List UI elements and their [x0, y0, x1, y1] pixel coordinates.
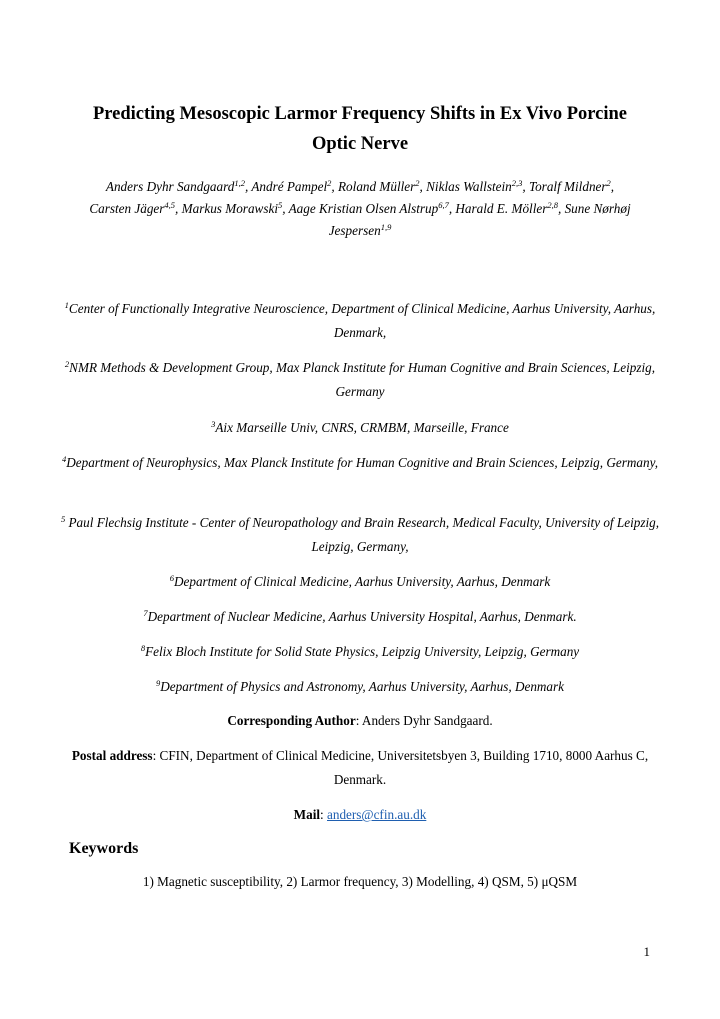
- corresponding-author-value: : Anders Dyhr Sandgaard.: [355, 713, 493, 728]
- author: Sune Nørhøj Jespersen$^{1,9}$: [328, 201, 631, 238]
- affiliation-1: $^1$Center of Functionally Integrative Neuroscience, Department of Clinical Medicine, Aarhus University, Aarhus, Denmark,: [64, 300, 656, 340]
- author: Roland Müller$^2$,: [338, 178, 427, 194]
- author: Markus Morawski$^5$,: [181, 200, 289, 216]
- affiliation-3: $^3$Aix Marseille Univ, CNRS, CRMBM, Marseille, France: [211, 419, 509, 435]
- paper-title: [60, 99, 660, 159]
- keywords-heading: Keywords: [69, 840, 139, 857]
- corresponding-author: [60, 709, 660, 733]
- author: Harald E. Möller$^{2,8}$,: [455, 200, 565, 216]
- author: Anders Dyhr Sandgaard$^{1,2}$,: [105, 178, 252, 194]
- author: Carsten Jäger$^{4,5}$,: [89, 200, 182, 216]
- postal-address-label: Postal address: [71, 748, 153, 763]
- author-list: [60, 176, 660, 242]
- mail-link[interactable]: anders@cfin.au.dk: [327, 807, 427, 822]
- postal-address: [60, 744, 660, 792]
- author: Niklas Wallstein$^{2,3}$,: [426, 178, 529, 194]
- corresponding-author-label: Corresponding Author: [227, 713, 356, 728]
- mail-line: Mail: anders@cfin.au.dk: [293, 807, 427, 822]
- affiliation-2: $^2$NMR Methods & Development Group, Max Planck Institute for Human Cognitive and Brain Sciences, Leipzig, Germany: [64, 359, 656, 399]
- title-line-2: Optic Nerve: [311, 134, 409, 154]
- affiliation-7: $^7$Department of Nuclear Medicine, Aarhus University Hospital, Aarhus, Denmark.: [143, 608, 577, 624]
- author: Toralf Mildner$^2$,: [528, 178, 615, 194]
- affiliation-8: $^8$Felix Bloch Institute for Solid State Physics, Leipzig University, Leipzig, Germany: [140, 643, 580, 659]
- postal-address-value: : CFIN, Department of Clinical Medicine, Universitetsbyen 3, Building 1710, 8000 Aarhus C, Denmark.: [152, 748, 649, 787]
- author: André Pampel$^2$,: [251, 178, 338, 194]
- mail-label: Mail: [293, 807, 321, 822]
- affiliation-5: $^5$ Paul Flechsig Institute - Center of Neuropathology and Brain Research, Medical Faculty, University of Leipzig, Leipzig, Germany,: [60, 514, 660, 554]
- keywords-list: 1) Magnetic susceptibility, 2) Larmor frequency, 3) Modelling, 4) QSM, 5) μQSM: [142, 874, 578, 889]
- title-line-1: Predicting Mesoscopic Larmor Frequency Shifts in Ex Vivo Porcine: [92, 104, 628, 124]
- affiliation-4: $^4$Department of Neurophysics, Max Planck Institute for Human Cognitive and Brain Sciences, Leipzig, Germany,: [61, 454, 658, 470]
- page-number: 1: [643, 944, 650, 959]
- author: Aage Kristian Olsen Alstrup$^{6,7}$,: [288, 200, 456, 216]
- affiliation-9: $^9$Department of Physics and Astronomy, Aarhus University, Aarhus, Denmark: [155, 678, 565, 694]
- affiliation-6: $^6$Department of Clinical Medicine, Aarhus University, Aarhus, Denmark: [169, 573, 551, 589]
